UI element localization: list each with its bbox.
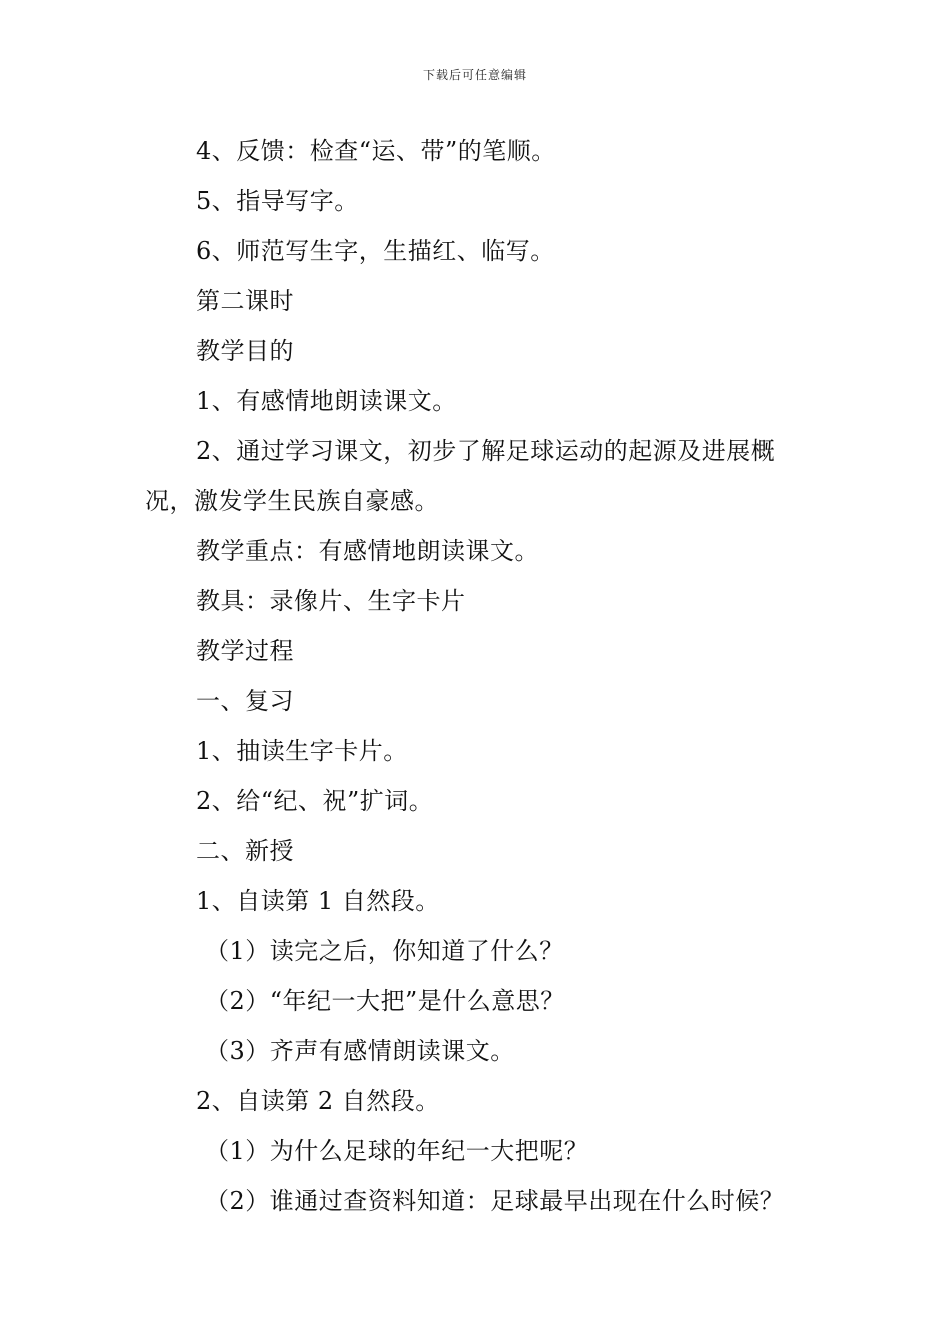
sub-item: （2）谁通过查资料知道：足球最早出现在什么时候？ (205, 1187, 785, 1215)
text-line: 教学重点：有感情地朗读课文。 (196, 537, 539, 565)
sub-item: （1）读完之后，你知道了什么？ (205, 937, 564, 965)
text-line: 2、给“纪、祝”扩词。 (196, 787, 434, 815)
section-heading: 一、复习 (196, 687, 294, 715)
document-body (145, 126, 815, 1226)
text-line: 况，激发学生民族自豪感。 (145, 487, 439, 515)
text-line: 4、反馈：检查“运、带”的笔顺。 (196, 137, 556, 165)
text-line: 2、自读第 2 自然段。 (196, 1087, 440, 1115)
text-line: 6、师范写生字，生描红、临写。 (196, 237, 555, 265)
sub-item: （1）为什么足球的年纪一大把呢？ (205, 1137, 589, 1165)
sub-item: （2）“年纪一大把”是什么意思？ (205, 987, 565, 1015)
text-line: 1、抽读生字卡片。 (196, 737, 408, 765)
section-heading: 教学目的 (196, 337, 294, 365)
text-line: 教具：录像片、生字卡片 (196, 587, 466, 615)
text-line: 5、指导写字。 (196, 187, 359, 215)
text-line: 1、有感情地朗读课文。 (196, 387, 457, 415)
section-heading: 二、新授 (196, 837, 294, 865)
section-heading: 教学过程 (196, 637, 294, 665)
text-line: 2、通过学习课文，初步了解足球运动的起源及进展概 (196, 437, 776, 465)
page-header: 下载后可任意编辑 (422, 68, 527, 82)
section-heading: 第二课时 (196, 287, 294, 315)
sub-item: （3）齐声有感情朗读课文。 (205, 1037, 515, 1065)
text-line: 1、自读第 1 自然段。 (196, 887, 440, 915)
